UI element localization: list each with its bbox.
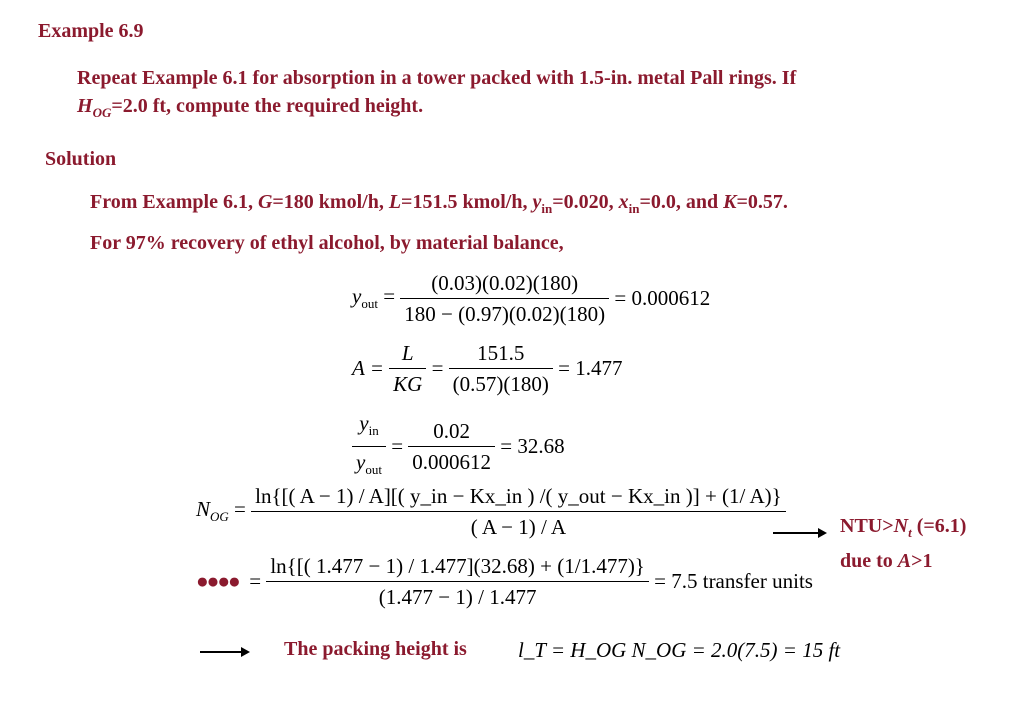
given-G: G: [257, 191, 273, 213]
note-arrow: [773, 532, 825, 534]
given-y: y: [532, 191, 542, 213]
NOG-denominator: ( A − 1) / A: [470, 515, 567, 539]
given-L: L: [388, 191, 402, 213]
ratio-result: = 32.68: [500, 434, 565, 459]
given-x-sub: in: [628, 201, 640, 216]
recovery-text: For 97% recovery of ethyl alcohol, by material balance,: [90, 232, 564, 254]
given-L-val: =151.5 kmol/h,: [401, 191, 533, 213]
equation-A: A = $\frac{L}{KG}$ = $\frac{151.5}{(0.57)(180)}$ = 1.477: [352, 338, 622, 399]
yout-result: = 0.000612: [614, 286, 711, 310]
A-num1: L: [389, 338, 426, 369]
given-K: K: [723, 191, 737, 213]
example-heading: Example 6.9: [38, 20, 144, 42]
equation-NOG-numeric: ●●●● = $\frac{\ln\{[( 1.477 - 1) / 1.477](32.68) + (1/1.477)\}}{(1.477 - 1) / 1.477}$ = 7.5 transfer units: [196, 551, 813, 612]
equation-yout: $y_{out}$ = $\frac{(0.03)(0.02)(180)}{180 - (0.97)(0.02)(180)}$ = 0.000612: [352, 268, 710, 329]
given-y-sub: in: [541, 201, 553, 216]
equation-ratio: $\frac{y_{in}}{y_{out}}$ = $\frac{0.02}{0.000612}$ = 32.68: [352, 408, 565, 485]
problem-line-2-rest: =2.0 ft, compute the required height.: [111, 95, 424, 117]
ratio-num-sym: y: [359, 411, 369, 435]
A-lhs: A =: [352, 356, 384, 380]
NOG-lhs-sub: OG: [210, 509, 229, 525]
ratio-den-sym: y: [356, 450, 366, 475]
yout-lhs-sub: out: [361, 296, 378, 312]
bullet-dots: ●●●●: [196, 569, 239, 593]
NOG-numeric-denominator: (1.477 − 1) / 1.477: [378, 585, 537, 609]
ratio-den-sub: out: [365, 462, 382, 478]
A-num2: 151.5: [449, 338, 553, 369]
solution-label: Solution: [45, 148, 117, 170]
A-result: = 1.477: [558, 356, 623, 380]
yout-denominator: 180 − (0.97)(0.02)(180): [404, 302, 606, 326]
given-x-val: =0.0, and: [639, 191, 724, 213]
A-den1: KG: [393, 372, 423, 396]
A-den2: (0.57)(180): [452, 372, 549, 396]
given-K-val: =0.57.: [736, 191, 788, 213]
given-prefix: From Example 6.1,: [90, 191, 258, 213]
NOG-lhs: N: [196, 497, 211, 522]
ratio-num-sub: in: [368, 423, 379, 439]
ratio-numerator: 0.02: [408, 416, 495, 447]
given-x: x: [618, 191, 629, 213]
ntu-note-line-1: $NTU>N_t$ (=6.1): [840, 515, 967, 540]
problem-line-1: Repeat Example 6.1 for absorption in a tower packed with 1.5-in. metal Pall rings. If: [77, 67, 797, 89]
NOG-numerator: ln{[( A − 1) / A][( y_in − Kx_in ) /( y_out − Kx_in )] + (1/ A)}: [251, 481, 786, 512]
ratio-denominator: 0.000612: [412, 450, 492, 475]
equation-NOG: $N_{OG}$ = ln{[( A − 1) / A][( y_in − Kx_in ) /( y_out − Kx_in )] + (1/ A)} ( A − 1) / A: [196, 481, 786, 542]
ntu-note-line-2: due to A>1: [840, 550, 933, 572]
given-y-val: =0.020,: [552, 191, 619, 213]
problem-line-2: [77, 95, 423, 121]
packing-arrow: [200, 651, 248, 653]
NOG-numeric-numerator: ln{[( 1.477 − 1) / 1.477](32.68) + (1/1.477)}: [266, 551, 649, 582]
ntu-note: [840, 512, 966, 575]
yout-numerator: (0.03)(0.02)(180): [400, 268, 609, 299]
given-G-val: =180 kmol/h,: [272, 191, 389, 213]
problem-H-sub: OG: [92, 105, 112, 120]
given-values: [90, 191, 788, 217]
packing-formula: l_T = H_OG N_OG = 2.0(7.5) = 15 ft: [518, 638, 841, 662]
NOG-numeric-result: = 7.5 transfer units: [654, 569, 813, 593]
problem-H-symbol: H: [77, 95, 93, 117]
yout-lhs: y: [352, 284, 362, 309]
packing-label: The packing height is: [284, 638, 467, 660]
